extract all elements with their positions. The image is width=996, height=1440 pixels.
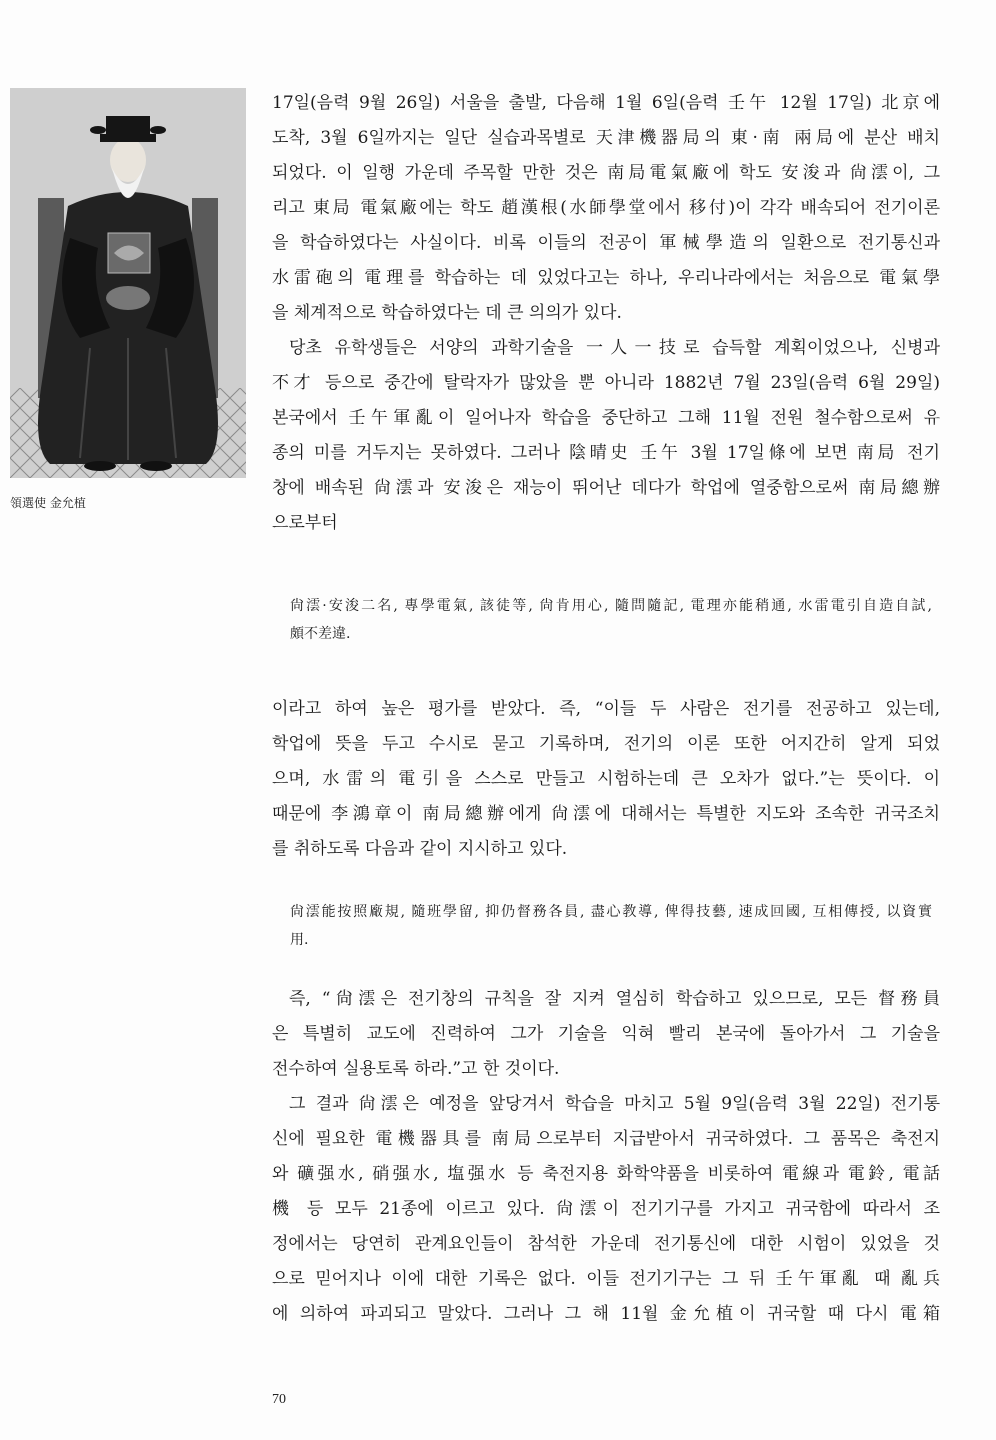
text-line: 은 특별히 교도에 진력하여 그가 기술을 익혀 빨리 본국에 돌아가서 그 기술을	[272, 1024, 940, 1044]
text-line: 종의 미를 거두지는 못하였다. 그러나 陰晴史 壬午 3월 17일條에 보면 南局 전기	[272, 443, 940, 463]
quote-line: 尙澐能按照廠規, 隨班學留, 抑仍督務各員, 盡心教導, 俾得技藝, 速成回國, 互相傳授, 以資實	[290, 904, 932, 920]
text-line: 학업에 뜻을 두고 수시로 묻고 기록하며, 전기의 이론 또한 어지간히 알게 되었	[272, 734, 940, 754]
text-line: 을 학습하였다는 사실이다. 비록 이들의 전공이 軍械學造의 일환으로 전기통신과	[272, 233, 940, 253]
page-number: 70	[272, 1392, 286, 1407]
text-line: 와 礦强水, 硝强水, 塩强水 등 축전지용 화학약품을 비롯하여 電線과 電鈴, 電話	[272, 1164, 940, 1184]
text-line: 으로 믿어지나 이에 대한 기록은 없다. 이들 전기기구는 그 뒤 壬午軍亂 때 亂兵	[272, 1269, 940, 1289]
text-line: 때문에 李鴻章이 南局總辦에게 尙澐에 대해서는 특별한 지도와 조속한 귀국조치	[272, 804, 940, 824]
text-line: 를 취하도록 다음과 같이 지시하고 있다.	[272, 839, 568, 859]
text-line: 機 등 모두 21종에 이르고 있다. 尙澐이 전기기구를 가지고 귀국함에 따라서 조	[272, 1199, 940, 1219]
text-line: 신에 필요한 電機器具를 南局으로부터 지급받아서 귀국하였다. 그 품목은 축전지	[272, 1129, 940, 1149]
text-line: 을 체계적으로 학습하였다는 데 큰 의의가 있다.	[272, 303, 622, 323]
text-line: 그 결과 尙澐은 예정을 앞당겨서 학습을 마치고 5월 9일(음력 3월 22일) 전기통	[289, 1094, 940, 1114]
classical-quote-2	[290, 898, 932, 954]
paragraph-block-1	[272, 86, 940, 541]
quote-line: 尙澐·安浚二名, 專學電氣, 該徒等, 尙肯用心, 隨問隨記, 電理亦能稍通, 水雷電引自造自試,	[290, 598, 932, 614]
paragraph-block-3	[272, 982, 940, 1332]
text-line: 에 의하여 파괴되고 말았다. 그러나 그 해 11월 金允植이 귀국할 때 다시 電箱	[272, 1304, 940, 1324]
text-line: 전수하여 실용토록 하라.”고 한 것이다.	[272, 1059, 560, 1079]
text-line: 되었다. 이 일행 가운데 주목할 만한 것은 南局電氣廠에 학도 安浚과 尙澐이, 그	[272, 163, 940, 183]
text-line: 본국에서 壬午軍亂이 일어나자 학습을 중단하고 그해 11월 전원 철수함으로써 유	[272, 408, 940, 428]
text-line: 17일(음력 9월 26일) 서울을 출발, 다음해 1월 6일(음력 壬午 12월 17일) 北京에	[272, 93, 940, 113]
figure-caption: 領選使 金允植	[10, 496, 86, 510]
text-line: 으로부터	[272, 513, 338, 533]
text-line: 리고 東局 電氣廠에는 학도 趙漢根(水師學堂에서 移付)이 각각 배속되어 전기이론	[272, 198, 940, 218]
portrait-photo-icon	[10, 88, 246, 478]
portrait-photo	[10, 88, 246, 478]
text-line: 창에 배속된 尙澐과 安浚은 재능이 뛰어난 데다가 학업에 열중함으로써 南局總辦	[272, 478, 940, 498]
paragraph-block-2	[272, 692, 940, 867]
classical-quote-1	[290, 592, 932, 648]
text-line: 즉, “尙澐은 전기창의 규칙을 잘 지켜 열심히 학습하고 있으므로, 모든 督務員	[289, 989, 940, 1009]
text-line: 水雷砲의 電理를 학습하는 데 있었다고는 하나, 우리나라에서는 처음으로 電氣學	[272, 268, 940, 288]
quote-line: 頗不差違.	[290, 626, 351, 642]
quote-line: 用.	[290, 932, 309, 948]
text-line: 不才 등으로 중간에 탈락자가 많았을 뿐 아니라 1882년 7월 23일(음력 6월 29일)	[272, 373, 940, 393]
text-line: 정에서는 당연히 관계요인들이 참석한 가운데 전기통신에 대한 시험이 있었을 것	[272, 1234, 940, 1254]
text-line: 당초 유학생들은 서양의 과학기술을 一人一技로 습득할 계획이었으나, 신병과	[289, 338, 940, 358]
text-line: 이라고 하여 높은 평가를 받았다. 즉, “이들 두 사람은 전기를 전공하고 있는데,	[272, 699, 940, 719]
text-line: 으며, 水雷의 電引을 스스로 만들고 시험하는데 큰 오차가 없다.”는 뜻이다. 이	[272, 769, 940, 789]
text-line: 도착, 3월 6일까지는 일단 실습과목별로 天津機器局의 東·南 兩局에 분산 배치	[272, 128, 940, 148]
